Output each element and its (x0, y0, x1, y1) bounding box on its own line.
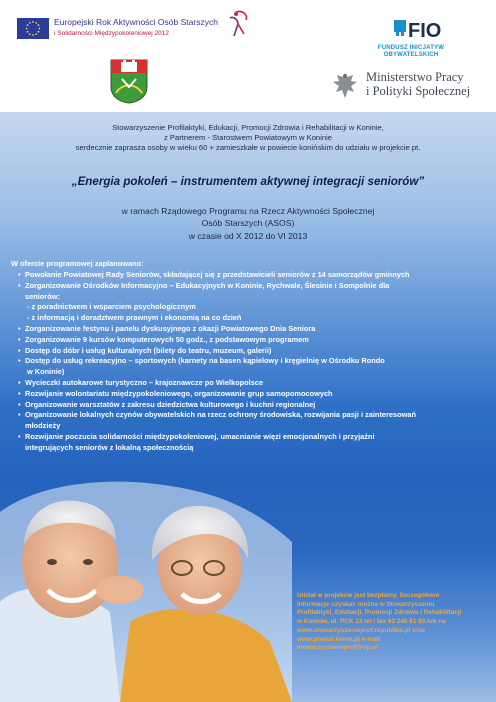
email-link[interactable]: stowarzyszenieprof@op.pl (297, 644, 378, 652)
svg-text:FIO: FIO (408, 20, 442, 42)
list-item: • Zorganizowanie Ośrodków Informacyjno – Edukacyjnych w Koninie, Rychwale, Ślesinie i Sompolnie dla (18, 281, 490, 292)
list-item: • Organizowanie warsztatów z zakresu dziedzictwa kulturowego i kuchni regionalnej (18, 400, 490, 411)
ministry-line1: Ministerstwo Pracy (366, 70, 464, 84)
list-item-continuation: integrujących seniorów z lokalną społecznością (25, 442, 194, 452)
contact-info (297, 592, 493, 653)
intro-line3: serdecznie zaprasza osoby w wieku 60 + zamieszkałe w powiecie konińskim do udziału w projekcie pt. (75, 143, 421, 153)
list-item: • Rozwijanie wolontariatu międzypokoleniowego, organizowanie grup samopomocowych (18, 389, 490, 400)
eagle-emblem-icon (331, 70, 359, 102)
list-item: • Wycieczki autokarowe turystyczno – krajoznawcze po Wielkopolsce (18, 378, 490, 389)
intro-text (0, 123, 496, 154)
list-item: • Rozwijanie poczucia solidarności międzypokoleniowej, umacnianie więzi emocjonalnych i przyjaźni (18, 432, 490, 443)
fio-text: FUNDUSZ INICJATYW OBYWATELSKICH (377, 45, 445, 58)
list-item-continuation: w Koninie) (27, 367, 65, 377)
coat-of-arms-icon (110, 59, 148, 104)
list-subitem: - z poradnictwem i wsparciem psychologicznym (27, 302, 196, 312)
eyr-text (54, 17, 218, 39)
program-line1: w ramach Rządowego Programu na Rzecz Aktywności Społecznej (121, 206, 375, 216)
list-item: • Organizowanie lokalnych czynów obywatelskich na rzecz ochrony środowiska, rozwijania pasji i zainteresowań (18, 410, 490, 421)
list-item: • Powołanie Powiatowej Rady Seniorów, składającej się z przedstawicieli seniorów z 14 samorządów gminnych (18, 270, 490, 281)
website-link-2[interactable]: www.powiat.konin.pl e-mail (297, 635, 381, 643)
list-item: • Dostęp do dóbr i usług kulturalnych (bilety do teatru, muzeum, galerii) (18, 346, 490, 357)
list-item: • Dostęp do usług rekreacyjno – sportowych (karnety na basen kąpielowy i kręgielnię w Ośrodku Rondo (18, 356, 490, 367)
offer-title: W ofercie programowej zaplanowano: (11, 259, 144, 268)
list-item: • Zorganizowanie 9 kursów komputerowych 50 godz., z podstawowym programem (18, 335, 490, 346)
program-line3: w czasie od X 2012 do VI 2013 (188, 230, 308, 241)
ministry-text (366, 70, 470, 98)
eyr-line2: i Solidarności Międzypokoleniowej 2012 (54, 30, 169, 37)
list-item-continuation: młodzieży (25, 421, 61, 431)
website-link-1[interactable]: www.stowarzyszenieprof.republika.pl oraz (297, 626, 426, 634)
project-title: „Energia pokoleń – instrumentem aktywnej integracji seniorów” (71, 175, 425, 188)
header (0, 0, 496, 112)
dancing-figure-logo-icon (224, 8, 252, 40)
seniors-photo (0, 472, 292, 702)
ministry-line2: i Polityki Społecznej (366, 84, 471, 98)
contact-line3: Profilaktyki, Edukacji, Promocji Zdrowia i Rehabilitacji (297, 609, 462, 617)
program-text (0, 205, 496, 242)
intro-line1: Stowarzyszenie Profilaktyki, Edukacji, Promocji Zdrowia i Rehabilitacji w Koninie, (112, 123, 384, 132)
contact-line4: w Koninie, ul. PCK 13 tel / fax 63 240 61 93 lub na (297, 618, 446, 626)
contact-line1: Udział w projekcie jest bezpłatny. Szczegółowe (297, 592, 440, 599)
intro-line2: z Partnerem - Starostwem Powiatowym w Koninie (164, 133, 332, 143)
list-item: • Zorganizowanie festynu i panelu dyskusyjnego z okazji Powiatowego Dnia Seniora (18, 324, 490, 335)
eu-flag-icon (17, 18, 49, 39)
list-item-continuation: seniorów: (25, 291, 60, 301)
offer-list (18, 270, 490, 454)
contact-line2: informacje uzyskać można w Stowarzyszeniu (297, 600, 435, 608)
eyr-line1: Europejski Rok Aktywności Osób Starszych (54, 17, 218, 27)
program-line2: Osób Starszych (ASOS) (201, 218, 295, 229)
list-subitem: - z informacją i doradztwem prawnym i ekonomią na co dzień (27, 313, 242, 323)
